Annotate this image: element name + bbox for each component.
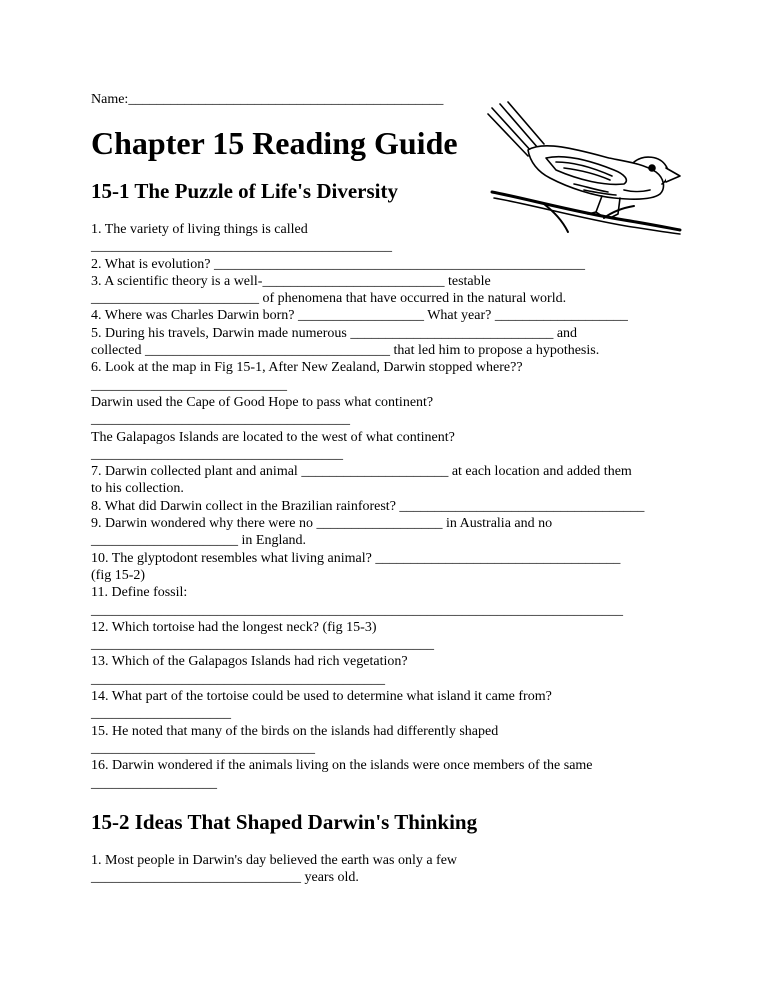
finch-icon [484,100,684,240]
question-line: Darwin used the Cape of Good Hope to pass what continent? [91,394,434,410]
question-line: 7. Darwin collected plant and animal _____________________ at each location and added them [91,464,632,480]
answer-line: ________________________________ [91,740,315,756]
section-2-questions [91,852,691,887]
question-line: 3. A scientific theory is a well-__________________________ testable [91,273,491,289]
question-line: 11. Define fossil: [91,585,188,601]
question-line: _____________________ in England. [91,533,307,549]
answer-line: ____________________ [91,706,231,722]
answer-line: __________________ [91,775,217,791]
question-line: 1. The variety of living things is called [91,222,308,237]
question-line: The Galapagos Islands are located to the west of what continent? [91,429,455,445]
section-2-heading: 15-2 Ideas That Shaped Darwin's Thinking [91,810,478,834]
section-1-questions [91,221,691,792]
page-title: Chapter 15 Reading Guide [91,125,458,161]
question-line: 5. During his travels, Darwin made numerous _____________________________ and [91,325,578,341]
answer-line: ____________________________________ [91,446,343,462]
section-1-heading: 15-1 The Puzzle of Life's Diversity [91,179,398,203]
question-line: 14. What part of the tortoise could be used to determine what island it came from? [91,689,552,705]
question-line: 6. Look at the map in Fig 15-1, After New Zealand, Darwin stopped where?? [91,360,523,376]
question-line: 12. Which tortoise had the longest neck? (fig 15-3) [91,619,377,635]
answer-line: ____________________________ [91,377,287,393]
question-line: 2. What is evolution? _____________________________________________________ [91,256,585,272]
question-line: 15. He noted that many of the birds on the islands had differently shaped [91,723,499,739]
answer-line: ___________________________________________ [91,239,392,255]
answer-line: _____________________________________ [91,412,350,428]
question-line: (fig 15-2) [91,567,146,583]
question-line: to his collection. [91,481,184,497]
question-line: ________________________ of phenomena that have occurred in the natural world. [91,291,567,307]
question-line: 10. The glyptodont resembles what living animal? ___________________________________ [91,550,621,566]
question-line: 1. Most people in Darwin's day believed the earth was only a few [91,853,458,868]
question-line: 4. Where was Charles Darwin born? __________________ What year? ___________________ [91,308,628,324]
question-line: 8. What did Darwin collect in the Brazilian rainforest? ___________________________________ [91,498,645,514]
question-line: 16. Darwin wondered if the animals living on the islands were once members of the same [91,758,593,774]
answer-line: ____________________________________________________________________________ [91,602,623,618]
question-line: 9. Darwin wondered why there were no __________________ in Australia and no [91,516,553,532]
question-line: 13. Which of the Galapagos Islands had rich vegetation? [91,654,408,670]
question-line: ______________________________ years old. [91,870,359,886]
question-line: collected ___________________________________ that led him to propose a hypothesis. [91,343,600,359]
answer-line: _________________________________________________ [91,637,434,653]
answer-line: __________________________________________ [91,671,385,687]
name-field-line: Name:_____________________________________________ [91,92,444,107]
